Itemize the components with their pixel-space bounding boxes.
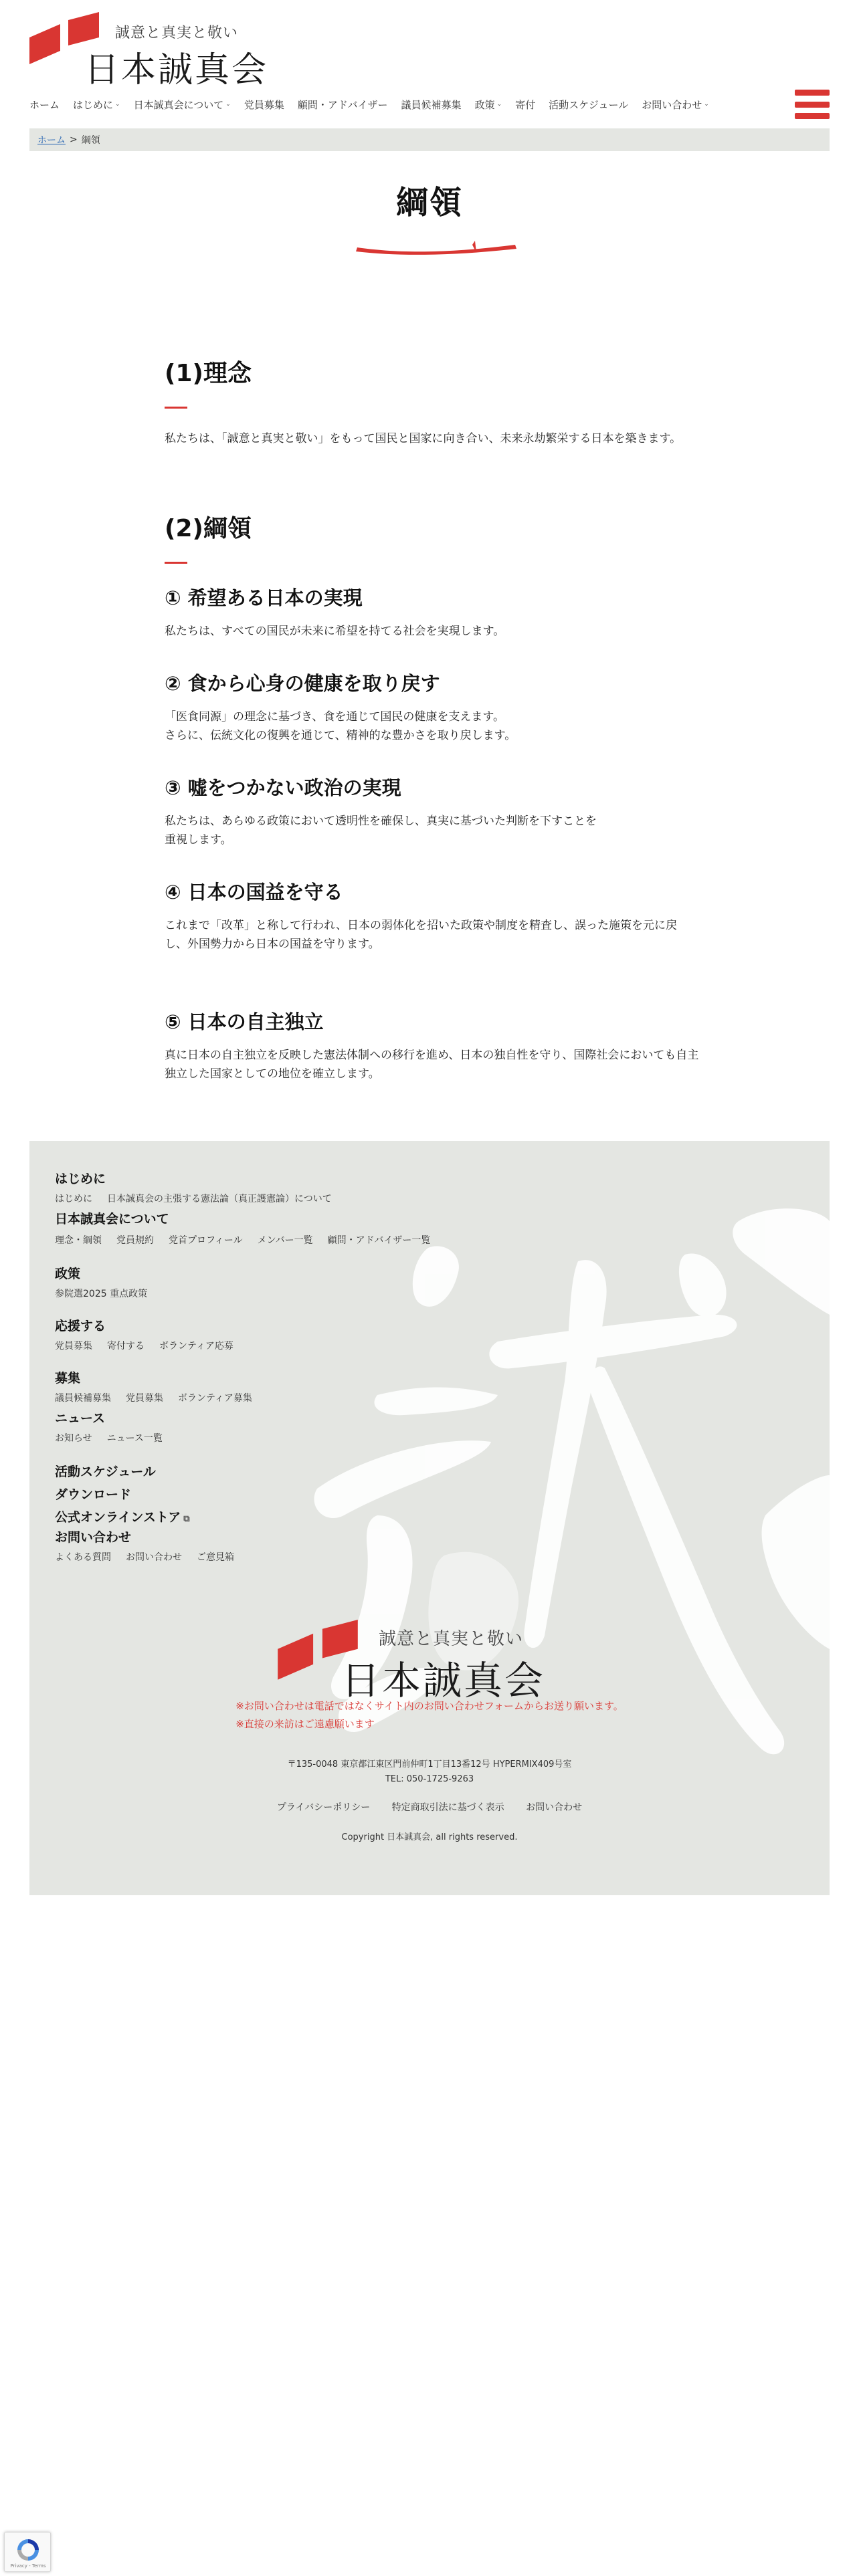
footer-cat-download[interactable]: ダウンロード (55, 1487, 132, 1502)
philosophy-heading: (1)理念 (165, 360, 252, 387)
breadcrumb-current: 綱領 (81, 135, 100, 146)
footer-links-contact (55, 1550, 249, 1564)
footer-link[interactable]: 理念・綱領 (55, 1235, 102, 1246)
footer-links-intro (55, 1192, 347, 1205)
footer-cat-intro[interactable]: はじめに (55, 1172, 106, 1186)
footer-link[interactable]: 党員募集 (126, 1393, 163, 1404)
recaptcha-label: Privacy - Terms (10, 2563, 46, 2569)
footer-cat-policy[interactable]: 政策 (55, 1267, 81, 1281)
footer-tel: TEL: 050-1725-9263 (385, 1774, 474, 1784)
recaptcha-icon (15, 2537, 41, 2563)
hamburger-icon[interactable] (795, 90, 830, 119)
footer-link[interactable]: 党員募集 (55, 1341, 92, 1352)
logo-tagline: 誠意と真実と敬い (115, 25, 239, 41)
footer-link[interactable]: 顧問・アドバイザー一覧 (327, 1235, 431, 1246)
footer-legal-links (29, 1800, 830, 1814)
heading-rule (165, 562, 187, 564)
footer-links-recruit (55, 1391, 267, 1404)
page-title: 綱領 (395, 184, 463, 221)
footer-notice-line: ※直接の来訪はご遠慮願います (235, 1718, 375, 1730)
platform-item-title: ② 食から心身の健康を取り戻す (165, 672, 440, 695)
footer-links-news (55, 1431, 177, 1444)
footer-link[interactable]: 寄付する (107, 1341, 145, 1352)
nav-item-advisors[interactable]: 顧問・アドバイザー (297, 98, 388, 111)
footer-links-support (55, 1339, 248, 1352)
platform-item-text: 私たちは、あらゆる政策において透明性を確保し、真実に基づいた判断を下すことを重視します。 (165, 815, 597, 847)
footer-link[interactable]: お問い合わせ (126, 1552, 182, 1563)
footer-link[interactable]: 議員候補募集 (55, 1393, 111, 1404)
logo-site-name: 日本誠真会 (84, 50, 269, 90)
breadcrumb-separator: > (70, 134, 78, 145)
site-header (29, 9, 830, 116)
platform-item-text: 「医食同源」の理念に基づき、食を通じて国民の健康を支えます。 (165, 710, 504, 724)
footer-link[interactable]: よくある質問 (55, 1552, 111, 1563)
platform-item-title: ⑤ 日本の自主独立 (165, 1010, 324, 1033)
footer-link[interactable]: 日本誠真会の主張する憲法論（真正護憲論）について (107, 1194, 332, 1204)
nav-item-schedule[interactable]: 活動スケジュール (549, 98, 629, 111)
footer-links-about (55, 1233, 445, 1247)
nav-item-home[interactable]: ホーム (29, 98, 60, 111)
footer-cat-about[interactable]: 日本誠真会について (55, 1212, 169, 1226)
site-logo[interactable] (29, 9, 270, 90)
footer-link[interactable]: 党員規約 (116, 1235, 154, 1246)
platform-item-text: さらに、伝統文化の復興を通じて、精神的な豊かさを取り戻します。 (165, 729, 516, 742)
chevron-down-icon: ⌄ (225, 101, 231, 108)
footer-link[interactable]: 党首プロフィール (169, 1235, 243, 1246)
site-footer (29, 1141, 830, 1895)
footer-contact-link[interactable]: お問い合わせ (526, 1802, 583, 1813)
breadcrumb (29, 128, 830, 151)
platform-item-text: これまで「改革」と称して行われ、日本の弱体化を招いた政策や制度を精査し、誤った施策を元に戻し、外国勢力から日本の国益を守ります。 (165, 919, 678, 951)
copyright: Copyright 日本誠真会, all rights reserved. (341, 1832, 518, 1842)
footer-logo-site-name: 日本誠真会 (341, 1658, 546, 1703)
footer-link[interactable]: ボランティア募集 (178, 1393, 252, 1404)
platform-item-title: ③ 嘘をつかない政治の実現 (165, 776, 401, 799)
platform-item-text: 私たちは、すべての国民が未来に希望を持てる社会を実現します。 (165, 625, 505, 638)
footer-links-policy (55, 1287, 162, 1300)
footer-cat-schedule[interactable]: 活動スケジュール (55, 1465, 156, 1479)
footer-cat-store[interactable]: 公式オンラインストア ⧉ (55, 1510, 190, 1525)
chevron-down-icon: ⌄ (704, 101, 709, 108)
platform-item-title: ④ 日本の国益を守る (165, 881, 343, 903)
footer-logo-tagline: 誠意と真実と敬い (379, 1629, 524, 1649)
nav-item-about[interactable]: 日本誠真会について ⌄ (133, 98, 231, 111)
footer-logo[interactable] (277, 1617, 585, 1704)
chevron-down-icon: ⌄ (496, 101, 502, 108)
footer-link[interactable]: メンバー一覧 (257, 1235, 313, 1246)
nav-item-contact[interactable]: お問い合わせ ⌄ (642, 98, 709, 111)
footer-link[interactable]: はじめに (55, 1194, 92, 1204)
platform-item-title: ① 希望ある日本の実現 (165, 586, 363, 609)
footer-cat-recruit[interactable]: 募集 (55, 1371, 81, 1386)
brush-underline-icon (355, 238, 518, 258)
breadcrumb-home-link[interactable]: ホーム (37, 135, 66, 146)
footer-address: 〒135-0048 東京都江東区門前仲町1丁目13番12号 HYPERMIX409号室 (287, 1759, 572, 1769)
chevron-down-icon: ⌄ (115, 101, 120, 108)
footer-link[interactable]: ご意見箱 (197, 1552, 234, 1563)
external-link-icon: ⧉ (183, 1514, 190, 1524)
footer-notice (29, 1699, 830, 1731)
footer-notice-line: ※お問い合わせは電話ではなくサイト内のお問い合わせフォームからお送り願います。 (235, 1700, 624, 1712)
recaptcha-badge[interactable] (4, 2532, 51, 2572)
footer-cat-news[interactable]: ニュース (55, 1411, 106, 1426)
footer-link[interactable]: 参院選2025 重点政策 (55, 1289, 148, 1299)
footer-link[interactable]: ニュース一覧 (106, 1433, 163, 1444)
footer-link[interactable]: ボランティア応募 (159, 1341, 233, 1352)
philosophy-text: 私たちは、「誠意と真実と敬い」をもって国民と国家に向き合い、未来永劫繁栄する日本を築きます。 (165, 432, 682, 445)
commerce-law-link[interactable]: 特定商取引法に基づく表示 (391, 1802, 504, 1813)
main-nav (29, 91, 723, 118)
footer-address-block (29, 1757, 830, 1787)
nav-item-intro[interactable]: はじめに ⌄ (73, 98, 120, 111)
footer-link[interactable]: お知らせ (55, 1433, 92, 1444)
platform-heading: (2)綱領 (165, 515, 252, 542)
footer-cat-contact[interactable]: お問い合わせ (55, 1530, 132, 1545)
footer-cat-support[interactable]: 応援する (55, 1319, 106, 1333)
nav-item-donate[interactable]: 寄付 (515, 98, 536, 111)
platform-item-text: 真に日本の自主独立を反映した憲法体制への移行を進め、日本の独自性を守り、国際社会においても自主独立した国家としての地位を確立します。 (165, 1049, 699, 1081)
privacy-policy-link[interactable]: プライバシーポリシー (276, 1802, 371, 1813)
heading-rule (165, 407, 187, 409)
nav-item-policy[interactable]: 政策 ⌄ (474, 98, 502, 111)
nav-item-candidates[interactable]: 議員候補募集 (401, 98, 462, 111)
nav-item-membership[interactable]: 党員募集 (244, 98, 284, 111)
